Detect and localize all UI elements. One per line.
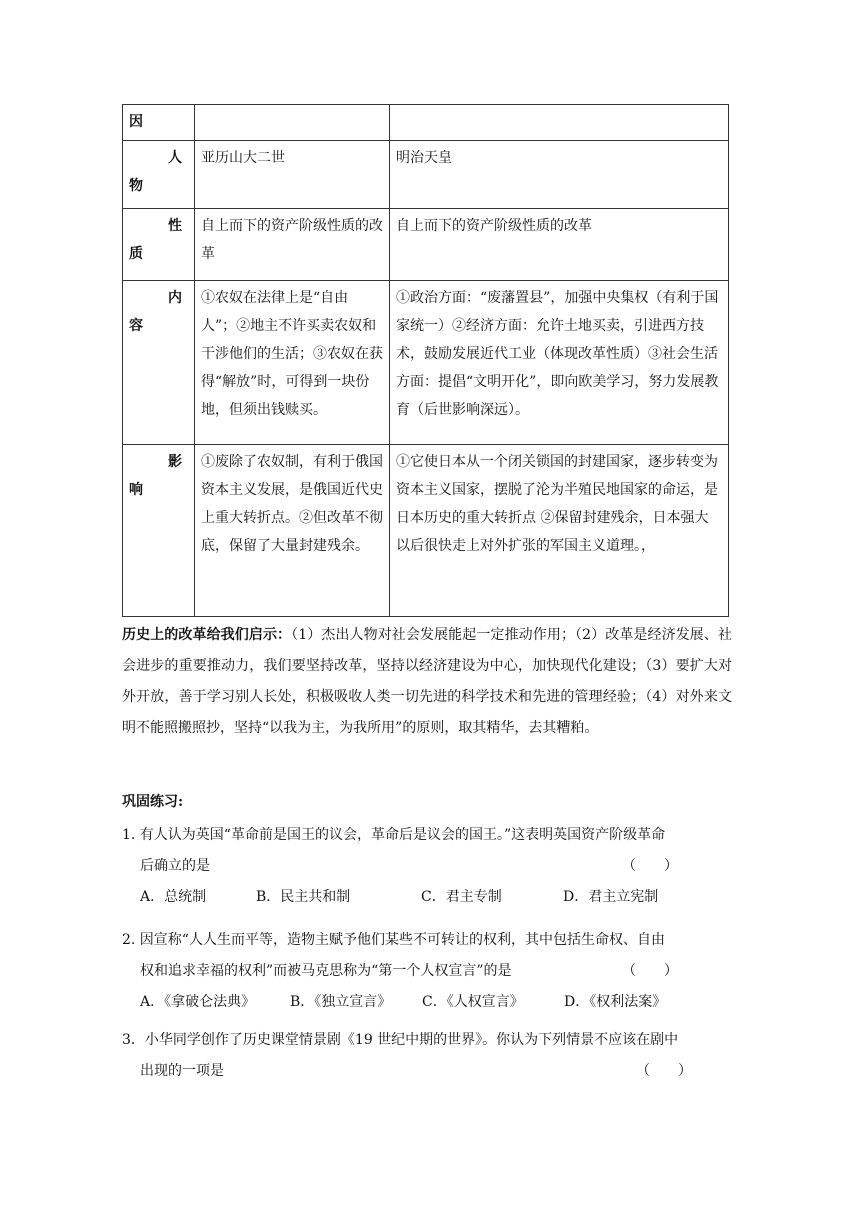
cell-russia-content: ①农奴在法律上是“自由人”；②地主不许买卖农奴和干涉他们的生活；③农奴在获得“解放”时，可得到一块份地，但须出钱赎买。 bbox=[195, 281, 390, 445]
question-3 bbox=[122, 1025, 732, 1087]
table-row-impact bbox=[123, 445, 729, 617]
insight-body: （1）杰出人物对社会发展能起一定推动作用；（2）改革是经济发展、社会进步的重要推动力，我们要坚持改革，坚持以经济建设为中心，加快现代化建设；（3）要扩大对外开放，善于学习别人长处，积极吸收人类一切先进的科学技术和先进的管理经验；（4）对外来文明不能照搬照抄，坚持“以我为主，为我所用”的原则，取其精华，去其糟粕。 bbox=[122, 627, 732, 736]
question-3-line1: 3．小华同学创作了历史课堂情景剧《19 世纪中期的世界》。你认为下列情景不应该在剧中 bbox=[122, 1032, 679, 1048]
cell-russia-impact: ①废除了农奴制，有利于俄国资本主义发展，是俄国近代史上重大转折点。②但改革不彻底，保留了大量封建残余。 bbox=[195, 445, 390, 617]
table-row-nature bbox=[123, 209, 729, 281]
cell-russia-nature: 自上而下的资产阶级性质的改革 bbox=[195, 209, 390, 281]
row-label-content: 内 容 bbox=[123, 281, 195, 445]
question-3-line2: 出现的一项是 （ ） bbox=[122, 1056, 732, 1087]
question-2-options bbox=[122, 987, 732, 1018]
option-d[interactable]: D．君主立宪制 bbox=[563, 889, 659, 905]
option-c[interactable]: C．君主专制 bbox=[421, 889, 502, 905]
question-1 bbox=[122, 820, 732, 913]
answer-blank: （ ） bbox=[622, 858, 678, 874]
cell-japan-nature: 自上而下的资产阶级性质的改革 bbox=[390, 209, 729, 281]
question-2 bbox=[122, 925, 732, 1018]
question-1-line1: 1. 有人认为英国“革命前是国王的议会，革命后是议会的国王。”这表明英国资产阶级革命 bbox=[122, 827, 666, 843]
row-label-impact: 影 响 bbox=[123, 445, 195, 617]
option-b[interactable]: B．民主共和制 bbox=[256, 889, 351, 905]
exercise-heading: 巩固练习: bbox=[122, 794, 184, 810]
question-2-line1: 2. 因宣称“人人生而平等，造物主赋予他们某些不可转让的权利，其中包括生命权、自由 bbox=[122, 932, 665, 948]
insight-paragraph bbox=[122, 620, 732, 744]
option-c[interactable]: C．《人权宣言》 bbox=[422, 994, 524, 1010]
row-label-person: 人 物 bbox=[123, 141, 195, 209]
reform-comparison-table bbox=[122, 104, 729, 617]
option-a[interactable]: A．《拿破仑法典》 bbox=[140, 994, 256, 1010]
cell-russia-cause bbox=[195, 105, 390, 141]
cell-japan-impact: ①它使日本从一个闭关锁国的封建国家，逐步转变为资本主义国家，摆脱了沦为半殖民地国家的命运，是日本历史的重大转折点 ②保留封建残余，日本强大以后很快走上对外扩张的军国主义道理。， bbox=[390, 445, 729, 617]
question-2-line2: 权和追求幸福的权利”而被马克思称为“第一个人权宣言”的是 （ ） bbox=[122, 956, 732, 987]
option-a[interactable]: A．总统制 bbox=[140, 889, 207, 905]
cell-japan-person: 明治天皇 bbox=[390, 141, 729, 209]
table-row-cause bbox=[123, 105, 729, 141]
option-d[interactable]: D．《权利法案》 bbox=[564, 994, 667, 1010]
cell-japan-content: ①政治方面：“废藩置县”，加强中央集权（有利于国家统一）②经济方面：允许土地买卖，引进西方技术，鼓励发展近代工业（体现改革性质）③社会生活方面：提倡“文明开化”，即向欧美学习，努力发展教育（后世影响深远）。 bbox=[390, 281, 729, 445]
insight-heading: 历史上的改革给我们启示： bbox=[122, 627, 292, 643]
table-row-person bbox=[123, 141, 729, 209]
cell-russia-person: 亚历山大二世 bbox=[195, 141, 390, 209]
row-label-nature: 性 质 bbox=[123, 209, 195, 281]
question-1-options bbox=[122, 882, 732, 913]
table-row-content bbox=[123, 281, 729, 445]
cell-japan-cause bbox=[390, 105, 729, 141]
option-b[interactable]: B．《独立宣言》 bbox=[290, 994, 392, 1010]
answer-blank: （ ） bbox=[636, 1063, 692, 1079]
question-1-line2: 后确立的是 （ ） bbox=[122, 851, 732, 882]
row-label-cause: 因 bbox=[123, 105, 195, 141]
answer-blank: （ ） bbox=[622, 963, 678, 979]
